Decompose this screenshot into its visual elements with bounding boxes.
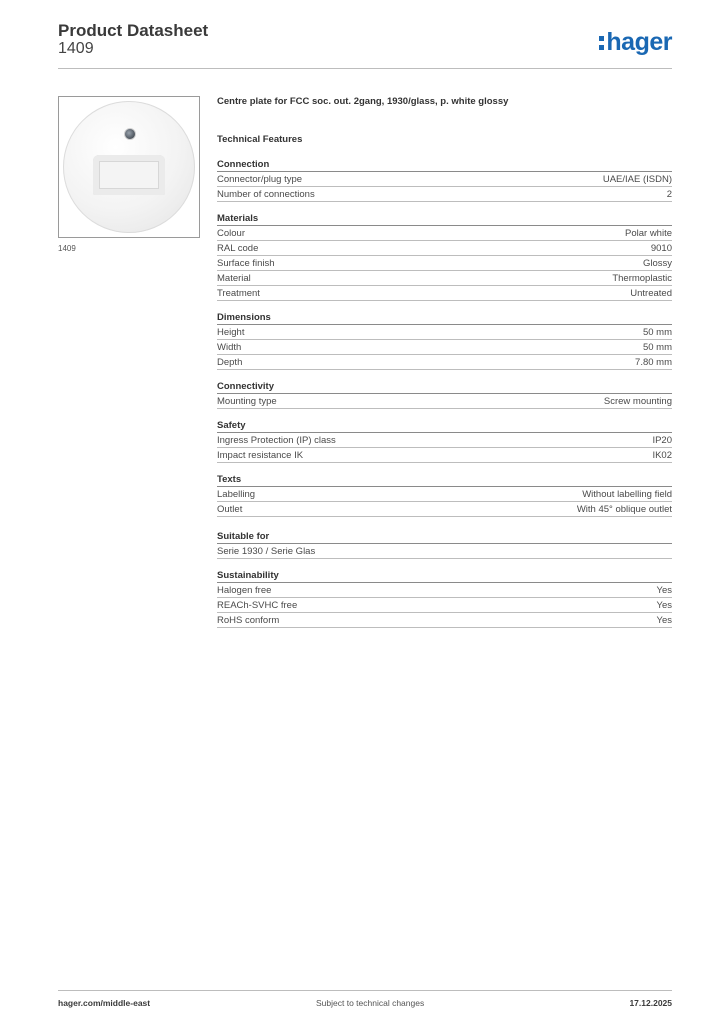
technical-features-title: Technical Features bbox=[217, 134, 303, 145]
spec-row bbox=[217, 172, 672, 187]
spec-row bbox=[217, 325, 672, 340]
section-title: Suitable for bbox=[217, 531, 672, 544]
spec-row bbox=[217, 502, 672, 517]
centre-plate-illustration bbox=[63, 101, 195, 233]
product-name: Centre plate for FCC soc. out. 2gang, 1930/glass, p. white glossy bbox=[217, 96, 509, 107]
spec-label: RoHS conform bbox=[217, 615, 280, 626]
section-materials bbox=[217, 213, 672, 301]
header-divider bbox=[58, 68, 672, 69]
spec-value: IK02 bbox=[652, 450, 672, 461]
section-title: Sustainability bbox=[217, 570, 672, 583]
spec-row bbox=[217, 433, 672, 448]
feature-sections bbox=[217, 159, 672, 628]
spec-value: 50 mm bbox=[642, 342, 672, 353]
spec-label: Colour bbox=[217, 228, 245, 239]
spec-label: Ingress Protection (IP) class bbox=[217, 435, 336, 446]
spec-label: RAL code bbox=[217, 243, 259, 254]
spec-value: UAE/IAE (ISDN) bbox=[602, 174, 672, 185]
spec-row bbox=[217, 448, 672, 463]
spec-row bbox=[217, 544, 672, 559]
spec-row bbox=[217, 394, 672, 409]
section-title: Dimensions bbox=[217, 312, 672, 325]
spec-value: Yes bbox=[656, 600, 672, 611]
spec-label: Material bbox=[217, 273, 251, 284]
spec-value: Untreated bbox=[630, 288, 672, 299]
spec-value: 50 mm bbox=[642, 327, 672, 338]
logo-text: hager bbox=[606, 28, 672, 56]
spec-value: Yes bbox=[656, 615, 672, 626]
footer-divider bbox=[58, 990, 672, 991]
footer-notice: Subject to technical changes bbox=[316, 998, 425, 1008]
section-title: Connection bbox=[217, 159, 672, 172]
technical-content bbox=[217, 96, 672, 639]
spec-row bbox=[217, 355, 672, 370]
spec-row bbox=[217, 241, 672, 256]
spec-label: Connector/plug type bbox=[217, 174, 303, 185]
spec-label: Depth bbox=[217, 357, 243, 368]
spec-value: Polar white bbox=[625, 228, 672, 239]
section-sustainability bbox=[217, 570, 672, 628]
spec-row bbox=[217, 187, 672, 202]
spec-label: Height bbox=[217, 327, 245, 338]
spec-value: Without labelling field bbox=[582, 489, 672, 500]
spec-row bbox=[217, 613, 672, 628]
plate-screw-icon bbox=[124, 128, 136, 140]
spec-label: Treatment bbox=[217, 288, 260, 299]
spec-label: Number of connections bbox=[217, 189, 315, 200]
footer-website-link[interactable]: hager.com/middle-east bbox=[58, 998, 151, 1008]
spec-label: Impact resistance IK bbox=[217, 450, 304, 461]
spec-value: IP20 bbox=[652, 435, 672, 446]
product-image bbox=[58, 96, 200, 238]
section-title: Materials bbox=[217, 213, 672, 226]
spec-row bbox=[217, 226, 672, 241]
spec-value: Screw mounting bbox=[603, 396, 672, 407]
spec-row bbox=[217, 583, 672, 598]
image-caption: 1409 bbox=[58, 244, 76, 253]
spec-value: 2 bbox=[666, 189, 672, 200]
section-suitable-for bbox=[217, 531, 672, 559]
spec-value: Thermoplastic bbox=[612, 273, 672, 284]
section-connection bbox=[217, 159, 672, 202]
section-title: Texts bbox=[217, 474, 672, 487]
spec-label: Surface finish bbox=[217, 258, 275, 269]
section-safety bbox=[217, 420, 672, 463]
spec-label: REACh-SVHC free bbox=[217, 600, 298, 611]
spec-label: Outlet bbox=[217, 504, 243, 515]
spec-value: 9010 bbox=[650, 243, 672, 254]
spec-label: Serie 1930 / Serie Glas bbox=[217, 546, 316, 557]
spec-row bbox=[217, 286, 672, 301]
section-connectivity bbox=[217, 381, 672, 409]
page-title: Product Datasheet bbox=[58, 21, 209, 40]
spec-value: 7.80 mm bbox=[635, 357, 672, 368]
product-number: 1409 bbox=[58, 40, 94, 57]
spec-row bbox=[217, 487, 672, 502]
hager-logo[interactable] bbox=[599, 28, 672, 56]
spec-label: Width bbox=[217, 342, 242, 353]
spec-row bbox=[217, 340, 672, 355]
spec-row bbox=[217, 598, 672, 613]
spec-label: Labelling bbox=[217, 489, 256, 500]
spec-value: With 45° oblique outlet bbox=[576, 504, 672, 515]
spec-label: Halogen free bbox=[217, 585, 272, 596]
footer-date: 17.12.2025 bbox=[629, 998, 672, 1008]
spec-row bbox=[217, 256, 672, 271]
section-texts bbox=[217, 474, 672, 517]
spec-value: Yes bbox=[656, 585, 672, 596]
spec-value: Glossy bbox=[642, 258, 672, 269]
section-dimensions bbox=[217, 312, 672, 370]
plate-socket-opening bbox=[93, 155, 165, 195]
spec-row bbox=[217, 271, 672, 286]
logo-dots-icon bbox=[599, 36, 604, 50]
spec-label: Mounting type bbox=[217, 396, 277, 407]
section-title: Connectivity bbox=[217, 381, 672, 394]
section-title: Safety bbox=[217, 420, 672, 433]
